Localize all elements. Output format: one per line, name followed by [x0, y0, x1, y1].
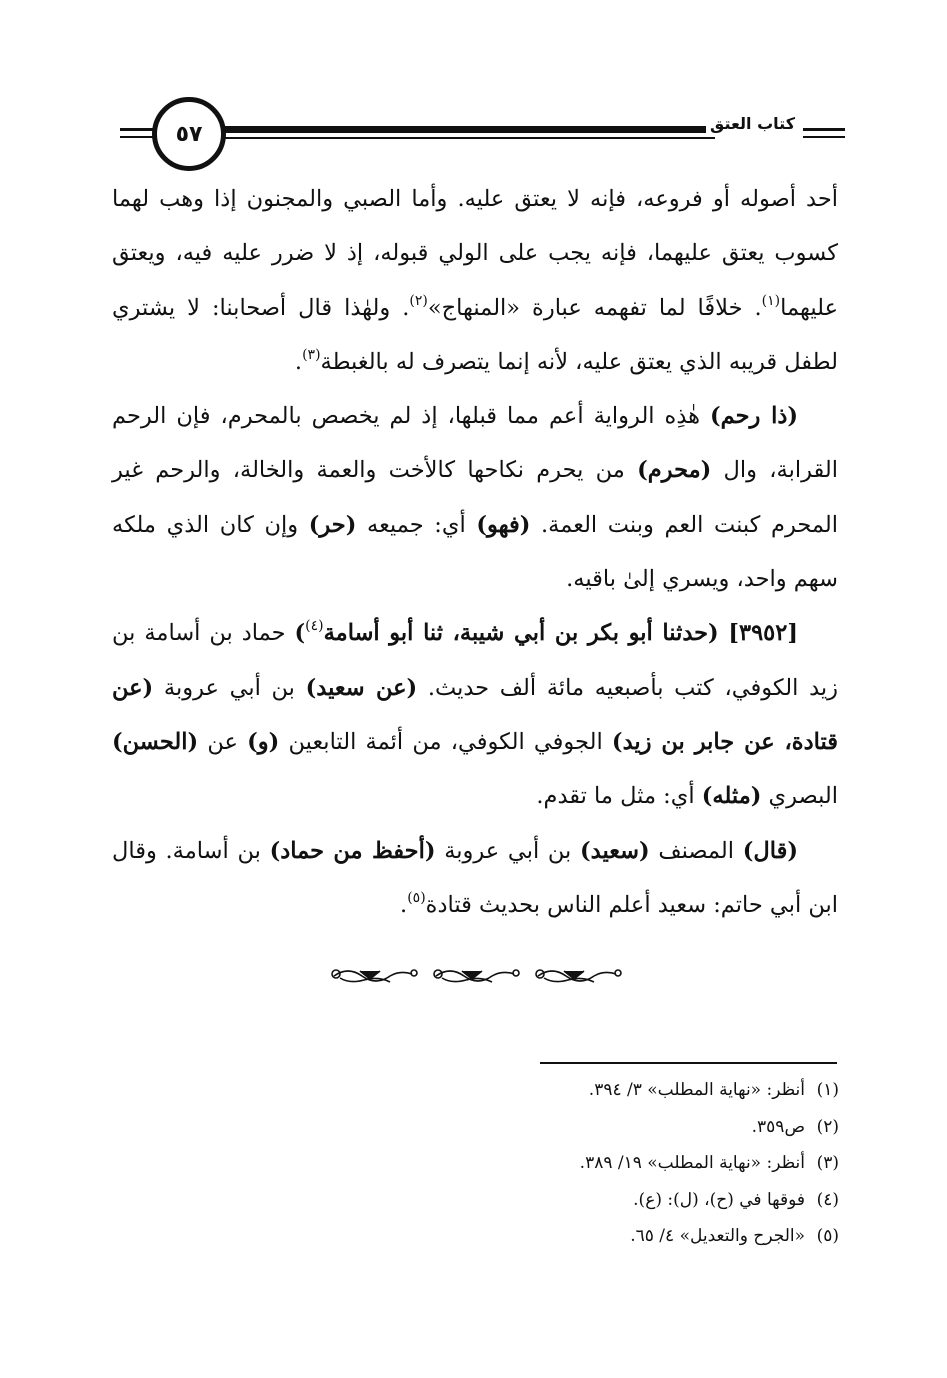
bold-term: (و) [247, 728, 280, 755]
page-number: ٥٧ [175, 121, 203, 147]
footnote-text: فوقها في (ح)، (ل): (ع). [633, 1189, 805, 1210]
footnote-number: (٢) [816, 1116, 839, 1137]
text-run: بن أبي عروبة [435, 837, 581, 864]
header-rule [214, 137, 715, 139]
text-run: هٰذِه الرواية أعم مما قبلها، إذ لم يخصص بالمحرم، فإن الرحم القرابة، وال [112, 403, 839, 484]
header-rule [214, 126, 715, 133]
text-run: أحد أصوله أو فروعه، فإنه لا يعتق عليه. وأما الصبي والمجنون إذا وهب لهما كسوب يعتق عليهما، فإنه يجب على الولي قبوله، إذ لا ضرر عليه فيه، ويعتق عليهما [112, 186, 838, 321]
footnote-divider [540, 1062, 837, 1064]
footnote-text: «الجرح والتعديل» ٤/ ٦٥. [630, 1226, 805, 1246]
bold-term: (قال) [742, 837, 799, 864]
footnote-marker: (١) [761, 292, 781, 309]
footnote-text: ص٣٥٩. [751, 1116, 805, 1137]
text-run: بن أسامة. وقال ابن أبي حاتم: سعيد أعلم الناس بحديث قتادة [112, 837, 838, 918]
text-run: . خلافًا لما تفهمه عبارة «المنهاج» [427, 294, 762, 321]
bold-term: (عن قتادة، عن جابر بن زيد) [112, 674, 838, 755]
bold-term: (فهو) [476, 511, 531, 538]
footnote-item [580, 1109, 839, 1146]
text-run: أي: جميعه [356, 511, 477, 538]
section-ornament-icon [326, 960, 626, 990]
main-text [112, 172, 838, 932]
bold-term: ) [294, 620, 306, 647]
paragraph-4 [112, 824, 838, 933]
bold-term: (عن سعيد) [305, 674, 418, 701]
footnote-number: (١) [816, 1080, 839, 1100]
footnote-item [580, 1072, 839, 1109]
footnote-marker: (٢) [409, 292, 428, 309]
paragraph-3 [112, 606, 838, 823]
text-run: حماد بن أسامة بن زيد الكوفي، كتب بأصبعيه مائة ألف حديث. [112, 620, 839, 701]
footnote-item [580, 1145, 839, 1182]
header-rule [803, 128, 845, 131]
text-run: المصنف [649, 837, 743, 864]
text-run: الجوفي الكوفي، من أئمة التابعين [279, 728, 612, 755]
footnote-number: (٥) [816, 1226, 839, 1246]
header-rule [803, 136, 845, 138]
footnote-marker: (٣) [302, 346, 321, 363]
bold-term: (محرم) [637, 457, 712, 484]
footnote-text: أنظر: «نهاية المطلب» ٣/ ٣٩٤. [588, 1080, 805, 1100]
footnote-marker: (٤) [305, 618, 324, 635]
chapter-title: كتاب العتق [706, 114, 799, 133]
text-run: وإن كان الذي ملكه سهم واحد، ويسري إلىٰ باقيه. [112, 511, 838, 593]
text-run: . ولهٰذا قال أصحابنا: لا يشتري لطفل قريبه الذي يعتق عليه، لأنه إنما يتصرف له بالغبطة [112, 294, 838, 375]
text-run: . [400, 891, 408, 918]
footnotes [580, 1072, 839, 1255]
footnote-item [580, 1218, 839, 1255]
text-run: من يحرم نكاحها كالأخت والعمة والخالة، والرحم غير المحرم كبنت العم وبنت العمة. [112, 457, 838, 538]
footnote-number: (٣) [816, 1153, 839, 1173]
bold-term: (أحفظ من حماد) [269, 837, 436, 864]
text-run: . [294, 348, 303, 375]
text-run: البصري [761, 783, 838, 810]
bold-term: (سعيد) [580, 837, 650, 864]
bold-term: (مثله) [701, 783, 762, 810]
paragraph-2 [112, 389, 838, 606]
bold-term: (الحسن) [112, 728, 199, 755]
bold-term: (ذا رحم) [710, 403, 798, 430]
bold-term: (حر) [308, 511, 357, 538]
text-run: أي: مثل ما تقدم. [536, 783, 702, 810]
paragraph-1 [112, 172, 838, 389]
footnote-number: (٤) [816, 1189, 839, 1210]
text-run: بن أبي عروبة [153, 674, 306, 701]
footnote-marker: (٥) [407, 889, 426, 906]
page-header [110, 92, 845, 182]
text-run: عن [198, 728, 248, 755]
footnote-text: أنظر: «نهاية المطلب» ١٩/ ٣٨٩. [579, 1153, 805, 1173]
bold-term: [٣٩٥٢] (حدثنا أبو بكر بن أبي شيبة، ثنا أبو أسامة [323, 620, 798, 647]
page-number-badge [152, 97, 226, 171]
footnote-item [580, 1182, 839, 1219]
